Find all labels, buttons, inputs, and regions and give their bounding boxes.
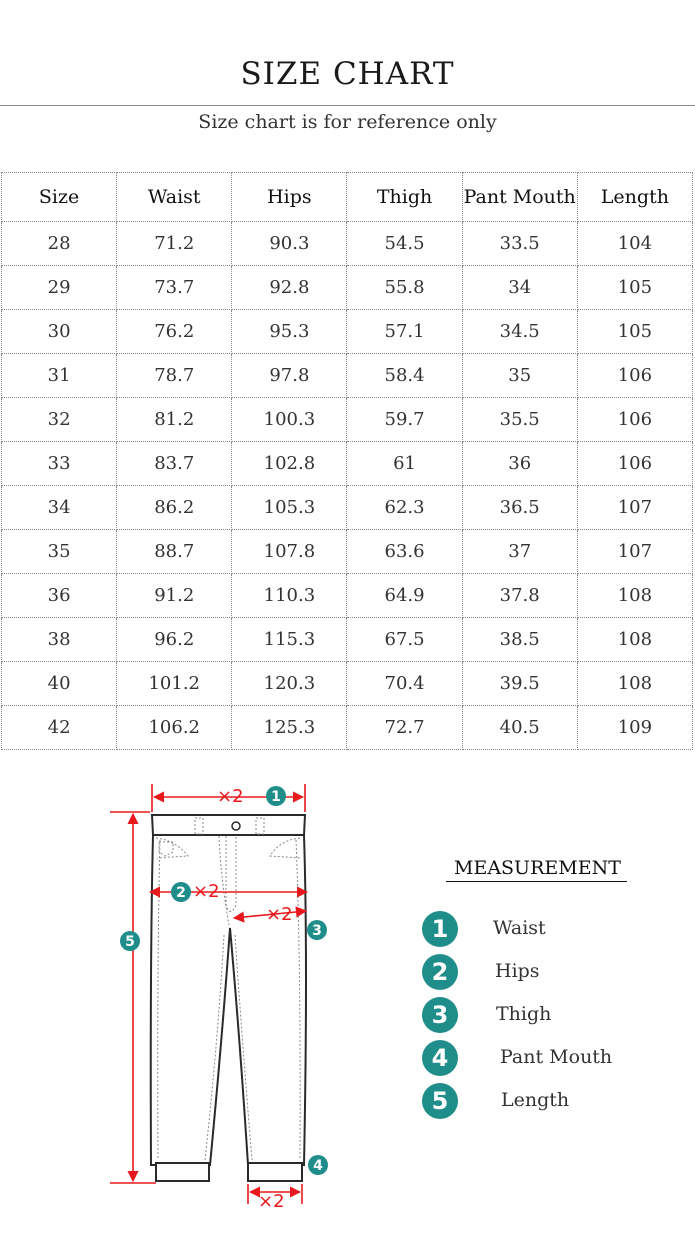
table-row (2, 222, 693, 266)
table-cell: 54.5 (347, 222, 462, 266)
table-cell: 106.2 (117, 706, 232, 750)
table-cell: 92.8 (232, 266, 347, 310)
table-cell: 61 (347, 442, 462, 486)
table-cell: 102.8 (232, 442, 347, 486)
table-cell: 108 (577, 618, 692, 662)
table-cell: 32 (2, 398, 117, 442)
table-cell: 34 (462, 266, 577, 310)
column-header: Thigh (347, 173, 462, 222)
table-cell: 106 (577, 354, 692, 398)
table-cell: 63.6 (347, 530, 462, 574)
table-cell: 105 (577, 310, 692, 354)
table-body (2, 222, 693, 750)
table-cell: 67.5 (347, 618, 462, 662)
table-cell: 120.3 (232, 662, 347, 706)
table-row (2, 706, 693, 750)
table-cell: 35 (462, 354, 577, 398)
table-cell: 35.5 (462, 398, 577, 442)
table-row (2, 486, 693, 530)
legend-number-badge: 2 (422, 954, 458, 990)
table-cell: 96.2 (117, 618, 232, 662)
table-cell: 88.7 (117, 530, 232, 574)
marker-waist: 1 (271, 789, 281, 805)
table-cell: 31 (2, 354, 117, 398)
column-header: Size (2, 173, 117, 222)
table-row (2, 266, 693, 310)
title-divider (0, 105, 695, 106)
table-cell: 37 (462, 530, 577, 574)
table-cell: 59.7 (347, 398, 462, 442)
table-cell: 38 (2, 618, 117, 662)
table-cell: 106 (577, 442, 692, 486)
table-cell: 108 (577, 662, 692, 706)
column-header: Length (577, 173, 692, 222)
table-row (2, 574, 693, 618)
table-cell: 42 (2, 706, 117, 750)
marker-hips: 2 (176, 885, 186, 901)
column-header: Pant Mouth (462, 173, 577, 222)
table-cell: 30 (2, 310, 117, 354)
table-row (2, 618, 693, 662)
table-cell: 37.8 (462, 574, 577, 618)
legend-number-badge: 4 (422, 1040, 458, 1076)
table-cell: 78.7 (117, 354, 232, 398)
marker-pant-mouth: 4 (313, 1158, 323, 1174)
table-cell: 36 (462, 442, 577, 486)
table-cell: 64.9 (347, 574, 462, 618)
size-table (1, 172, 693, 750)
legend-label: Length (501, 1089, 570, 1111)
table-cell: 28 (2, 222, 117, 266)
table-cell: 38.5 (462, 618, 577, 662)
legend-label: Waist (493, 917, 546, 939)
table-cell: 86.2 (117, 486, 232, 530)
thigh-multiplier: ×2 (266, 904, 293, 925)
table-cell: 101.2 (117, 662, 232, 706)
table-cell: 55.8 (347, 266, 462, 310)
hips-multiplier: ×2 (193, 881, 220, 902)
table-cell: 90.3 (232, 222, 347, 266)
table-row (2, 310, 693, 354)
table-cell: 58.4 (347, 354, 462, 398)
table-cell: 73.7 (117, 266, 232, 310)
mouth-multiplier: ×2 (258, 1191, 285, 1212)
table-cell: 40 (2, 662, 117, 706)
table-cell: 35 (2, 530, 117, 574)
table-cell: 105.3 (232, 486, 347, 530)
table-row (2, 442, 693, 486)
table-cell: 107 (577, 530, 692, 574)
legend-title: MEASUREMENT (446, 857, 627, 882)
table-cell: 76.2 (117, 310, 232, 354)
table-row (2, 398, 693, 442)
pants-outline (151, 815, 306, 1181)
table-cell: 95.3 (232, 310, 347, 354)
table-cell: 34.5 (462, 310, 577, 354)
table-cell: 81.2 (117, 398, 232, 442)
table-cell: 29 (2, 266, 117, 310)
page-subtitle: Size chart is for reference only (198, 111, 497, 133)
table-cell: 105 (577, 266, 692, 310)
legend-label: Hips (495, 960, 540, 982)
table-cell: 40.5 (462, 706, 577, 750)
marker-length: 5 (125, 934, 135, 950)
legend-label: Thigh (496, 1003, 552, 1025)
table-cell: 36.5 (462, 486, 577, 530)
pants-stitching (156, 818, 301, 1160)
multiplier-labels (193, 786, 293, 1212)
legend-number-badge: 5 (422, 1083, 458, 1119)
table-header-row (2, 173, 693, 222)
legend-label: Pant Mouth (500, 1046, 613, 1068)
column-header: Waist (117, 173, 232, 222)
table-cell: 110.3 (232, 574, 347, 618)
table-cell: 36 (2, 574, 117, 618)
legend-number-badge: 3 (422, 997, 458, 1033)
table-cell: 107 (577, 486, 692, 530)
table-cell: 33 (2, 442, 117, 486)
table-cell: 34 (2, 486, 117, 530)
table-cell: 115.3 (232, 618, 347, 662)
marker-thigh: 3 (312, 923, 322, 939)
table-cell: 70.4 (347, 662, 462, 706)
legend-number-badge: 1 (422, 911, 458, 947)
table-cell: 91.2 (117, 574, 232, 618)
table-cell: 72.7 (347, 706, 462, 750)
table-cell: 62.3 (347, 486, 462, 530)
page-title: SIZE CHART (240, 56, 455, 92)
table-cell: 100.3 (232, 398, 347, 442)
table-cell: 107.8 (232, 530, 347, 574)
table-cell: 33.5 (462, 222, 577, 266)
waist-button (232, 822, 240, 830)
table-cell: 83.7 (117, 442, 232, 486)
table-row (2, 662, 693, 706)
table-row (2, 530, 693, 574)
table-cell: 71.2 (117, 222, 232, 266)
table-row (2, 354, 693, 398)
table-cell: 106 (577, 398, 692, 442)
table-cell: 97.8 (232, 354, 347, 398)
column-header: Hips (232, 173, 347, 222)
table-cell: 57.1 (347, 310, 462, 354)
table-cell: 109 (577, 706, 692, 750)
table-cell: 39.5 (462, 662, 577, 706)
pants-diagram (0, 760, 360, 1212)
table-cell: 108 (577, 574, 692, 618)
waist-multiplier: ×2 (217, 786, 244, 807)
table-cell: 125.3 (232, 706, 347, 750)
table-cell: 104 (577, 222, 692, 266)
